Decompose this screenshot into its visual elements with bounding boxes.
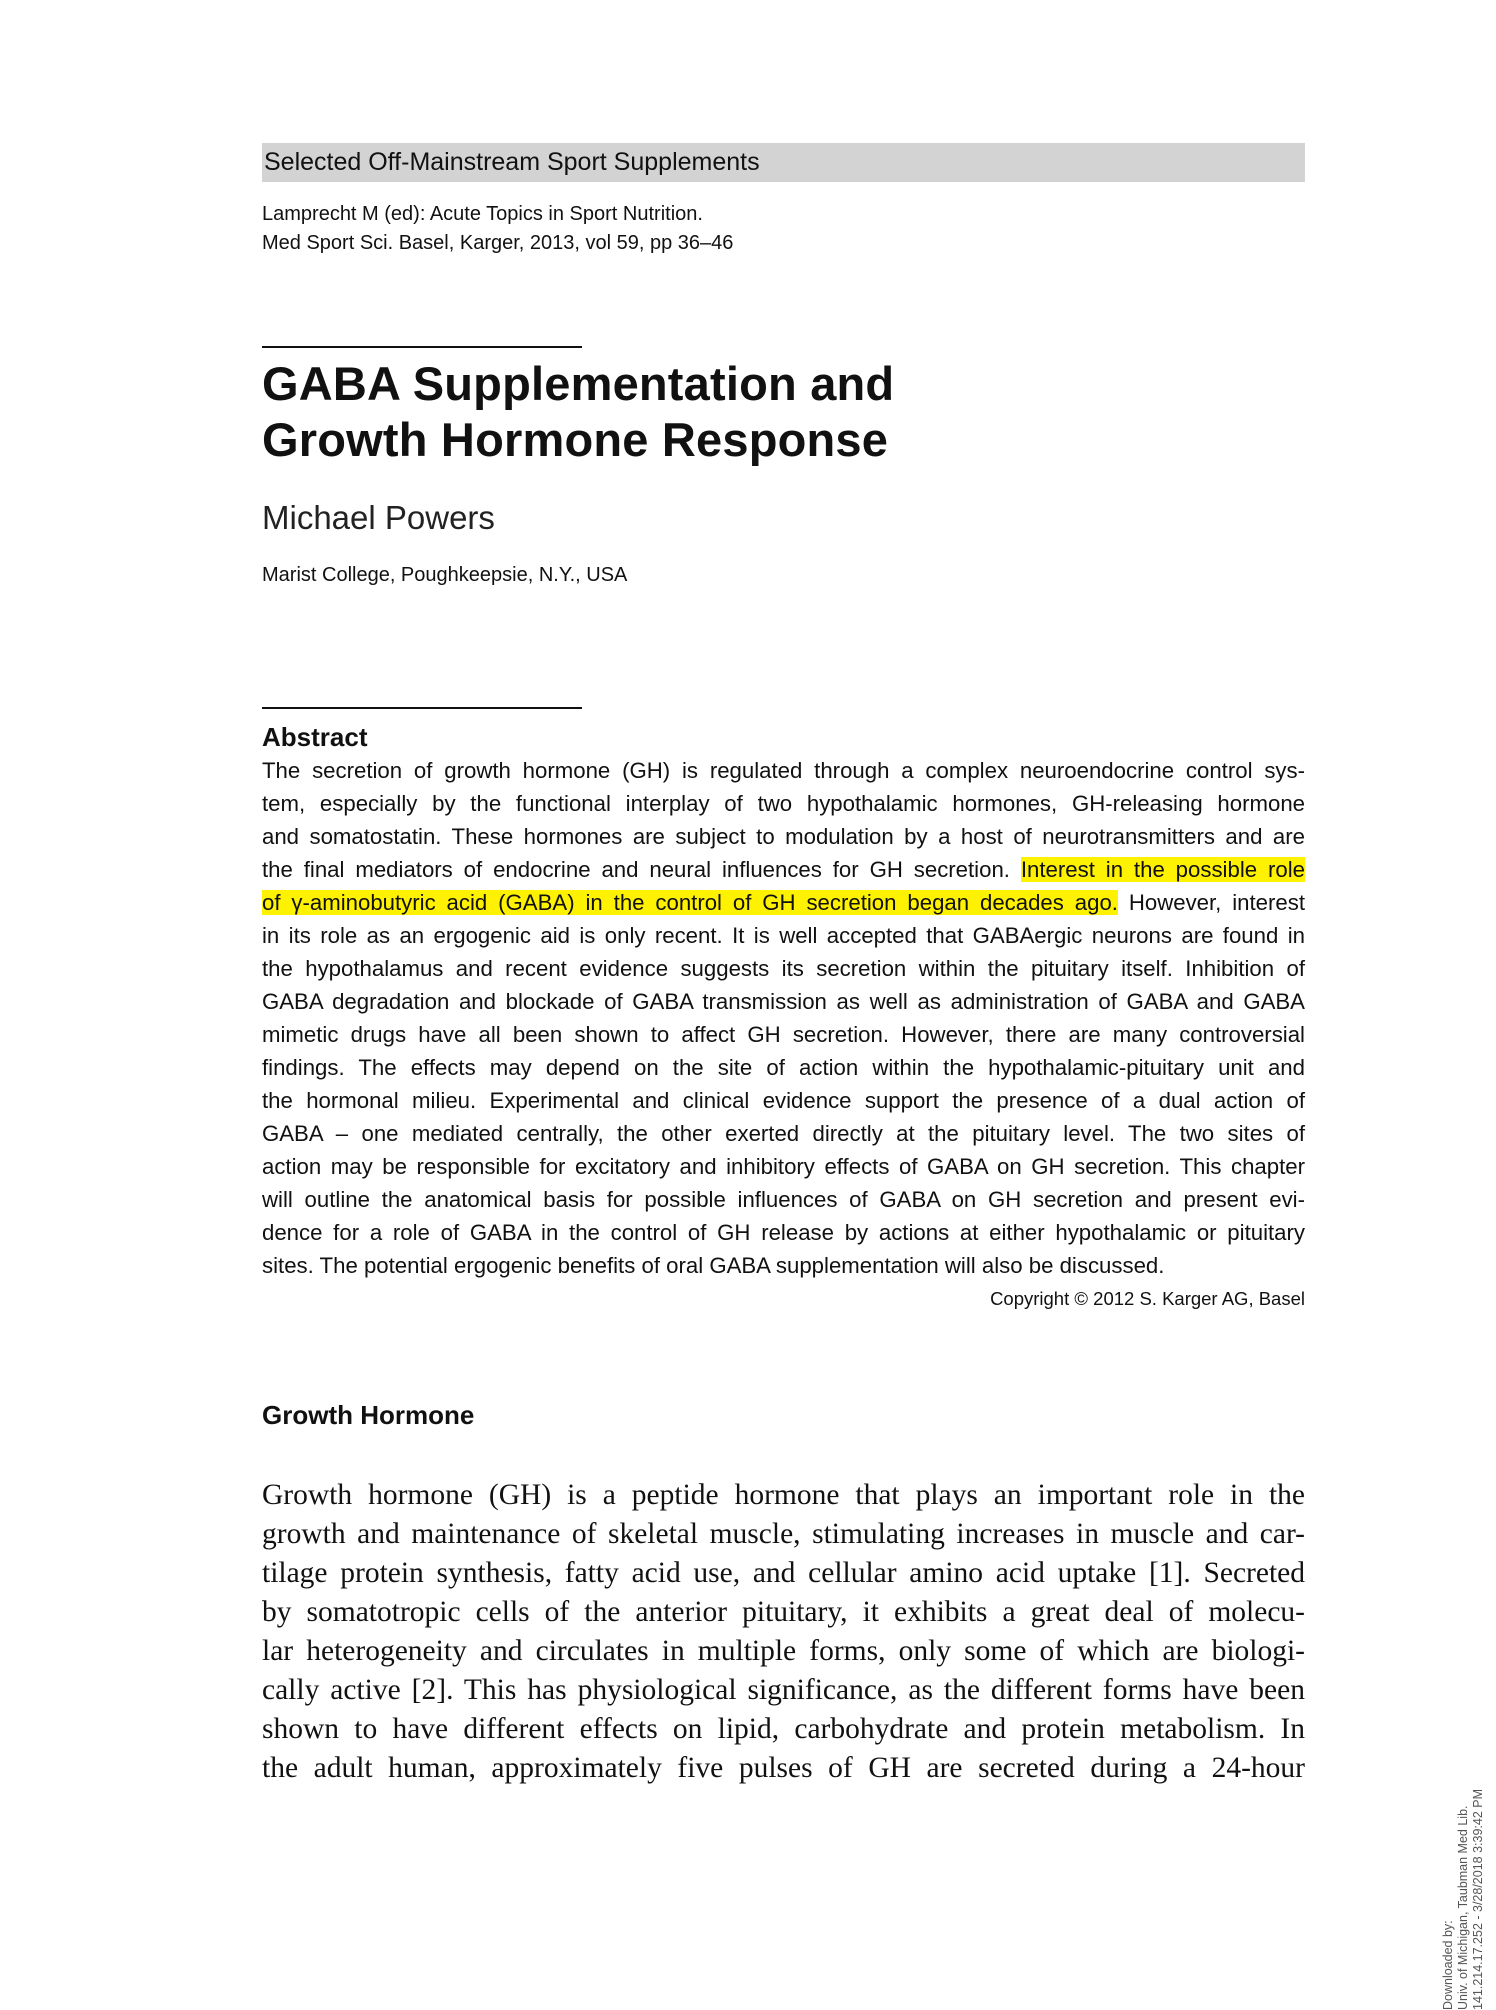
abstract-heading: Abstract: [262, 722, 368, 752]
abstract-line: action may be responsible for excitatory and inhibitory effects of GABA on GH secretion. This chapter: [262, 1154, 1305, 1179]
abstract-line: the hormonal milieu. Experimental and clinical evidence support the presence of a dual action of: [262, 1088, 1305, 1113]
abstract-line: The secretion of growth hormone (GH) is regulated through a complex neuroendocrine control sys-: [262, 758, 1305, 783]
title-divider: [262, 346, 582, 348]
abstract-line: mimetic drugs have all been shown to affect GH secretion. However, there are many controversial: [262, 1022, 1305, 1047]
citation: [262, 200, 1162, 258]
abstract-line: in its role as an ergogenic aid is only recent. It is well accepted that GABAergic neurons are found in: [262, 923, 1305, 948]
title-line: GABA Supplementation and: [262, 357, 895, 410]
download-watermark: [1441, 1789, 1486, 2010]
body-line: the adult human, approximately five pulses of GH are secreted during a 24-hour: [262, 1752, 1305, 1784]
abstract-divider: [262, 707, 582, 709]
section-heading: Growth Hormone: [262, 1400, 475, 1430]
title-line: Growth Hormone Response: [262, 413, 889, 466]
abstract-line: dence for a role of GABA in the control of GH release by actions at either hypothalamic or pituitary: [262, 1220, 1305, 1245]
highlighted-text: Interest in the possible role: [1020, 857, 1305, 882]
body-line: shown to have different effects on lipid, carbohydrate and protein metabolism. In: [262, 1713, 1305, 1745]
abstract-line: findings. The effects may depend on the site of action within the hypothalamic-pituitary unit and: [262, 1055, 1305, 1080]
author-affiliation: Marist College, Poughkeepsie, N.Y., USA: [262, 564, 628, 586]
watermark-line: Univ. of Michigan, Taubman Med Lib.: [1456, 1805, 1470, 2010]
abstract-line: [262, 853, 1305, 886]
abstract-line: and somatostatin. These hormones are subject to modulation by a host of neurotransmitters and are: [262, 824, 1305, 849]
article-title: [262, 356, 1262, 468]
body-line: lar heterogeneity and circulates in multiple forms, only some of which are biologi-: [262, 1635, 1305, 1667]
body-line: Growth hormone (GH) is a peptide hormone that plays an important role in the: [262, 1479, 1305, 1511]
author-name: Michael Powers: [262, 499, 495, 536]
watermark-line: Downloaded by:: [1441, 1920, 1455, 2010]
abstract-line: the hypothalamus and recent evidence suggests its secretion within the pituitary itself. Inhibition of: [262, 956, 1305, 981]
body-paragraph: [262, 1476, 1305, 1788]
abstract-line: GABA degradation and blockade of GABA transmission as well as administration of GABA and GABA: [262, 989, 1305, 1014]
abstract-text: However, interest: [1117, 890, 1305, 915]
body-line: cally active [2]. This has physiological significance, as the different forms have been: [262, 1674, 1305, 1706]
abstract-text: the final mediators of endocrine and neural influences for GH secretion.: [262, 857, 1021, 882]
copyright-notice: Copyright © 2012 S. Karger AG, Basel: [990, 1288, 1305, 1309]
body-line: tilage protein synthesis, fatty acid use, and cellular amino acid uptake [1]. Secreted: [262, 1557, 1305, 1589]
citation-line: Med Sport Sci. Basel, Karger, 2013, vol 59, pp 36–46: [262, 232, 734, 254]
highlighted-text: of γ-aminobutyric acid (GABA) in the control of GH secretion began decades ago.: [262, 890, 1118, 915]
body-line: by somatotropic cells of the anterior pituitary, it exhibits a great deal of molecu-: [262, 1596, 1305, 1628]
abstract-line: sites. The potential ergogenic benefits of oral GABA supplementation will also be discussed.: [262, 1253, 1165, 1278]
abstract-line: GABA – one mediated centrally, the other exerted directly at the pituitary level. The two sites of: [262, 1121, 1305, 1146]
abstract-line: will outline the anatomical basis for possible influences of GABA on GH secretion and present evi-: [262, 1187, 1305, 1212]
section-banner: Selected Off-Mainstream Sport Supplements: [262, 143, 1305, 182]
watermark-line: 141.214.17.252 - 3/28/2018 3:39:42 PM: [1471, 1788, 1485, 2010]
abstract-line: [262, 886, 1305, 919]
abstract-body: [262, 754, 1305, 1282]
citation-line: Lamprecht M (ed): Acute Topics in Sport Nutrition.: [262, 203, 703, 225]
abstract-line: tem, especially by the functional interplay of two hypothalamic hormones, GH-releasing hormone: [262, 791, 1305, 816]
body-line: growth and maintenance of skeletal muscle, stimulating increases in muscle and car-: [262, 1518, 1305, 1550]
